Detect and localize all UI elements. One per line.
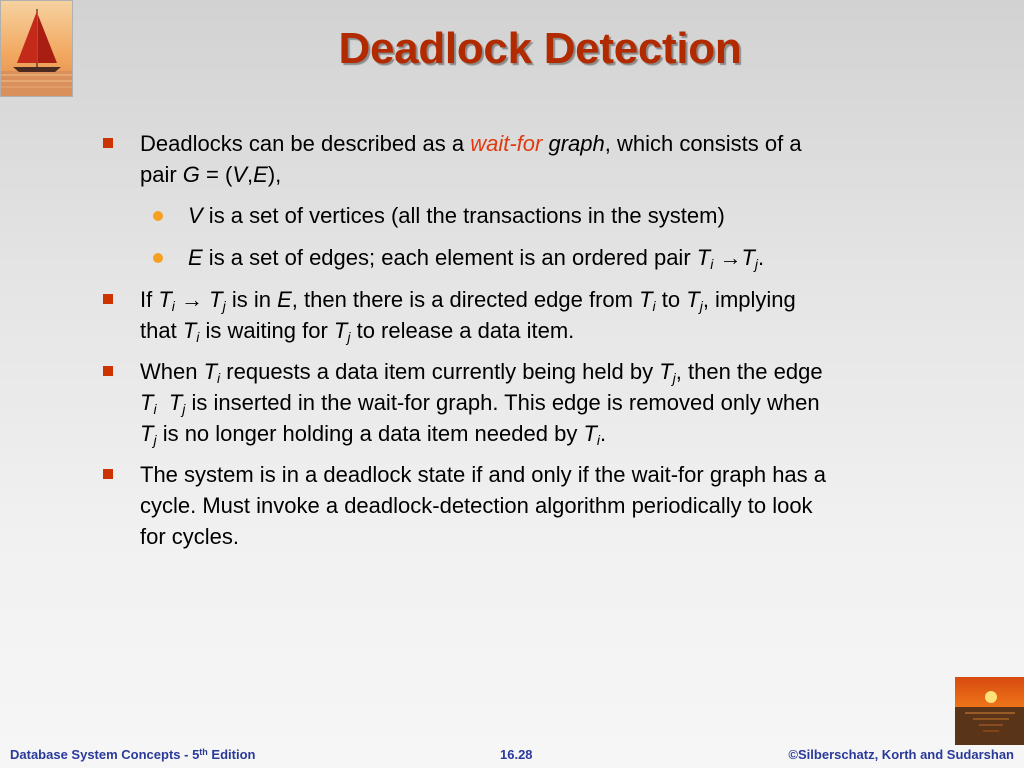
sub-bullet-edges: E is a set of edges; each element is an ordered pair $T_i \to T_j$. xyxy=(188,245,765,272)
bullet-4-line-3: for cycles. xyxy=(140,524,240,549)
bullet-3-line-3: $T_j$ is no longer holding a data item needed by $T_i$. xyxy=(140,421,607,448)
footer-book-title: Database System Concepts - 5th Edition xyxy=(10,747,256,762)
bullet-3-line-2: $T_i$ $T_j$ is inserted in the wait-for graph. This edge is removed only when xyxy=(140,390,820,417)
square-bullet-icon xyxy=(103,294,113,304)
bullet-2-line-2: that $T_i$ is waiting for $T_j$ to release a data item. xyxy=(140,318,575,345)
footer-page-number: 16.28 xyxy=(500,747,533,762)
square-bullet-icon xyxy=(103,469,113,479)
bullet-1-line-2: pair G = (V,E), xyxy=(140,162,282,187)
round-bullet-icon xyxy=(153,253,163,263)
bullet-2-line-1: If $T_i \to T_j$ is in E, then there is a directed edge from $T_i$ to $T_j$, implying xyxy=(140,287,796,314)
bullet-1-line-1: Deadlocks can be described as a wait-for graph, which consists of a xyxy=(140,131,802,156)
footer-copyright: ©Silberschatz, Korth and Sudarshan xyxy=(788,747,1014,762)
square-bullet-icon xyxy=(103,138,113,148)
square-bullet-icon xyxy=(103,366,113,376)
round-bullet-icon xyxy=(153,211,163,221)
bullet-4-line-1: The system is in a deadlock state if and only if the wait-for graph has a xyxy=(140,462,827,487)
bullet-3-line-1: When $T_i$ requests a data item currently being held by $T_j$, then the edge xyxy=(140,359,823,386)
bullet-4-line-2: cycle. Must invoke a deadlock-detection algorithm periodically to look xyxy=(140,493,813,518)
slide-title: Deadlock Detection xyxy=(338,24,742,73)
sub-bullet-vertices: V is a set of vertices (all the transactions in the system) xyxy=(188,203,725,228)
